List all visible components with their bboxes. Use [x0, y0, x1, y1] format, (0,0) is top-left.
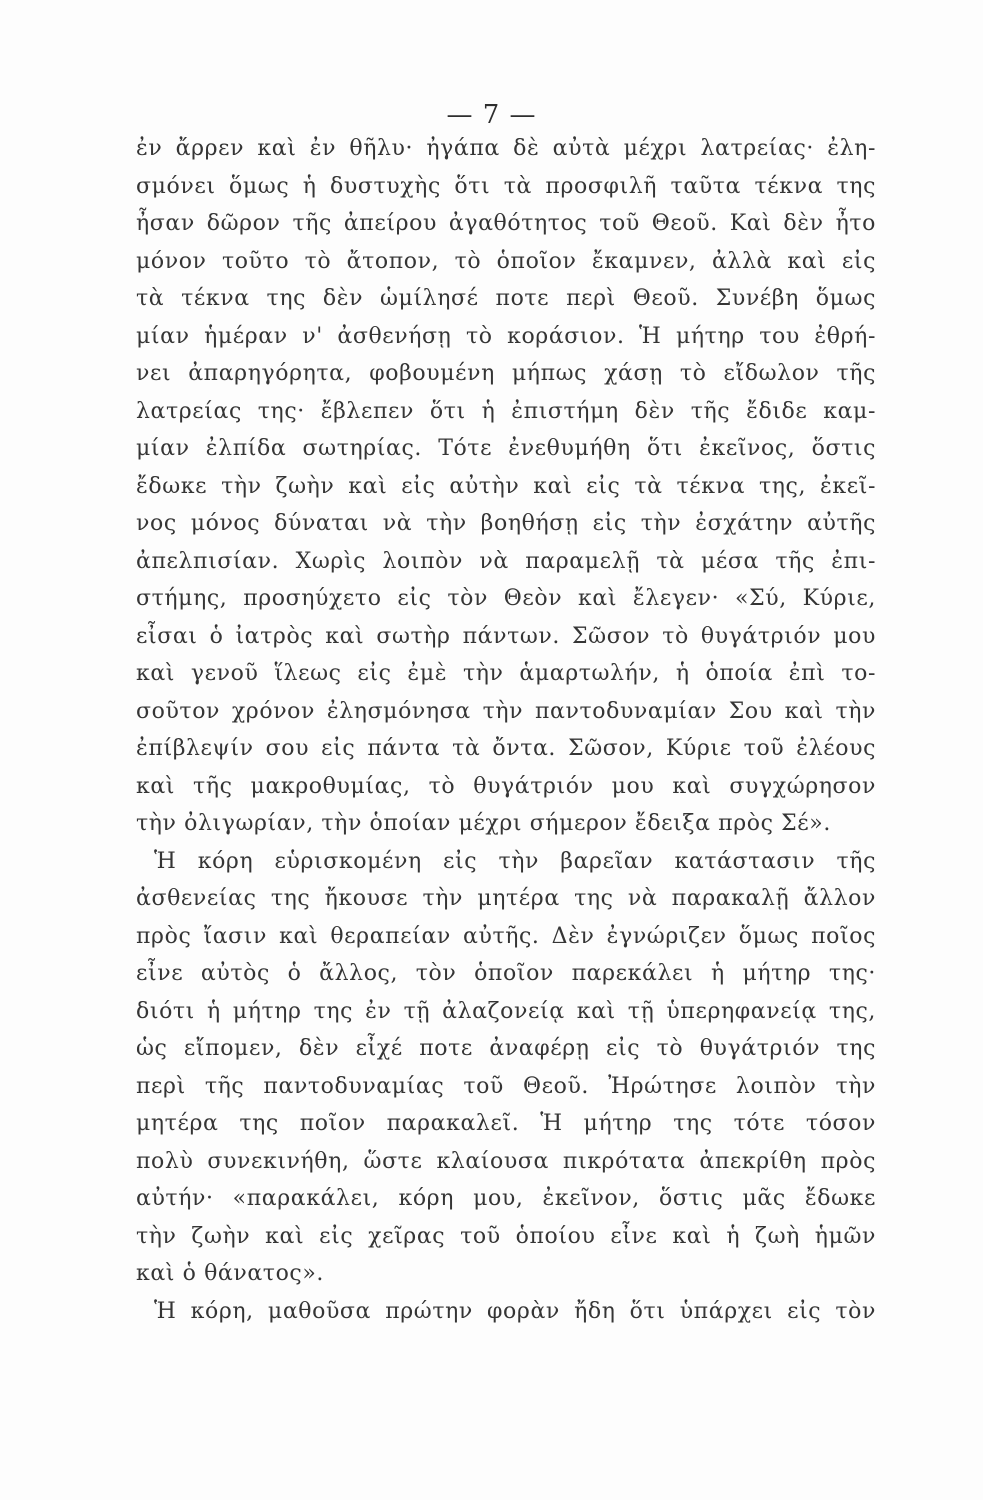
text-line: εἶσαι ὁ ἰατρὸς καὶ σωτὴρ πάντων. Σῶσον τὸ θυγάτριόν μου — [136, 623, 876, 649]
text-line: αὐτήν· «παρακάλει, κόρη μου, ἐκεῖνον, ὅστις μᾶς ἔδωκε — [136, 1186, 876, 1211]
paragraph-start-line: Ἡ κόρη, μαθοῦσα πρώτην φορὰν ἤδη ὅτι ὑπάρχει εἰς τὸν — [154, 1298, 876, 1324]
text-line: ἀσθενείας της ἤκουσε τὴν μητέρα της νὰ παρακαλῇ ἄλλον — [136, 886, 876, 911]
text-line: λατρείας της· ἔβλεπεν ὅτι ἡ ἐπιστήμη δὲν τῆς ἔδιδε καμ- — [136, 398, 876, 424]
text-line: σμόνει ὅμως ἡ δυστυχὴς ὅτι τὰ προσφιλῆ ταῦτα τέκνα της — [136, 173, 876, 199]
text-line: ἦσαν δῶρον τῆς ἀπείρου ἀγαθότητος τοῦ Θεοῦ. Καὶ δὲν ἦτο — [136, 211, 876, 236]
text-line: τὴν ὀλιγωρίαν, τὴν ὁποίαν μέχρι σήμερον ἔδειξα πρὸς Σέ». — [136, 811, 831, 836]
text-line: τὰ τέκνα της δὲν ὡμίλησέ ποτε περὶ Θεοῦ. Συνέβη ὅμως — [136, 286, 876, 311]
text-line: περὶ τῆς παντοδυναμίας τοῦ Θεοῦ. Ἠρώτησε λοιπὸν τὴν — [136, 1073, 876, 1099]
text-line: μίαν ἡμέραν ν' ἀσθενήσῃ τὸ κοράσιον. Ἡ μήτηρ του ἐθρή- — [136, 323, 876, 349]
text-line: καὶ τῆς μακροθυμίας, τὸ θυγάτριόν μου καὶ συγχώρησον — [136, 773, 876, 799]
text-line: ἀπελπισίαν. Χωρὶς λοιπὸν νὰ παραμελῇ τὰ μέσα τῆς ἐπι- — [136, 548, 876, 574]
text-line: καὶ ὁ θάνατος». — [136, 1261, 324, 1286]
text-line: ἐν ἄρρεν καὶ ἐν θῆλυ· ἠγάπα δὲ αὐτὰ μέχρι λατρείας· ἐλη- — [136, 136, 876, 161]
text-line: καὶ γενοῦ ἵλεως εἰς ἐμὲ τὴν ἁμαρτωλήν, ἡ ὁποία ἐπὶ το- — [136, 661, 876, 686]
text-line: μόνον τοῦτο τὸ ἄτοπον, τὸ ὁποῖον ἔκαμνεν, ἀλλὰ καὶ εἰς — [136, 248, 876, 274]
text-line: στήμης, προσηύχετο εἰς τὸν Θεὸν καὶ ἔλεγεν· «Σύ, Κύριε, — [136, 586, 876, 611]
body-text — [136, 130, 876, 1330]
text-line: μητέρα της ποῖον παρακαλεῖ. Ἡ μήτηρ της τότε τόσον — [136, 1111, 876, 1136]
text-line: ὡς εἴπομεν, δὲν εἶχέ ποτε ἀναφέρῃ εἰς τὸ θυγάτριόν της — [136, 1036, 876, 1061]
text-line: διότι ἡ μήτηρ της ἐν τῇ ἀλαζονείᾳ καὶ τῇ ὑπερηφανείᾳ της, — [136, 998, 876, 1024]
text-line: ἐπίβλεψίν σου εἰς πάντα τὰ ὄντα. Σῶσον, Κύριε τοῦ ἐλέους — [136, 736, 876, 761]
text-line: εἶνε αὐτὸς ὁ ἄλλος, τὸν ὁποῖον παρεκάλει ἡ μήτηρ της· — [136, 961, 876, 986]
page-number: — 7 — — [446, 100, 537, 130]
text-line: μίαν ἐλπίδα σωτηρίας. Τότε ἐνεθυμήθη ὅτι ἐκεῖνος, ὅστις — [136, 436, 876, 461]
text-line: πρὸς ἴασιν καὶ θεραπείαν αὐτῆς. Δὲν ἐγνώριζεν ὅμως ποῖος — [136, 923, 876, 949]
text-line: τὴν ζωὴν καὶ εἰς χεῖρας τοῦ ὁποίου εἶνε καὶ ἡ ζωὴ ἡμῶν — [136, 1223, 876, 1249]
text-line: σοῦτον χρόνον ἐλησμόνησα τὴν παντοδυναμίαν Σου καὶ τὴν — [136, 698, 876, 724]
paragraph-start-line: Ἡ κόρη εὑρισκομένη εἰς τὴν βαρεῖαν κατάστασιν τῆς — [154, 848, 876, 874]
text-line: ἔδωκε τὴν ζωὴν καὶ εἰς αὐτὴν καὶ εἰς τὰ τέκνα της, ἐκεῖ- — [136, 473, 876, 499]
text-line: νος μόνος δύναται νὰ τὴν βοηθήσῃ εἰς τὴν ἐσχάτην αὐτῆς — [136, 511, 876, 536]
text-line: πολὺ συνεκινήθη, ὥστε κλαίουσα πικρότατα ἀπεκρίθη πρὸς — [136, 1148, 876, 1174]
text-line: νει ἀπαρηγόρητα, φοβουμένη μήπως χάσῃ τὸ εἴδωλον τῆς — [136, 361, 876, 386]
